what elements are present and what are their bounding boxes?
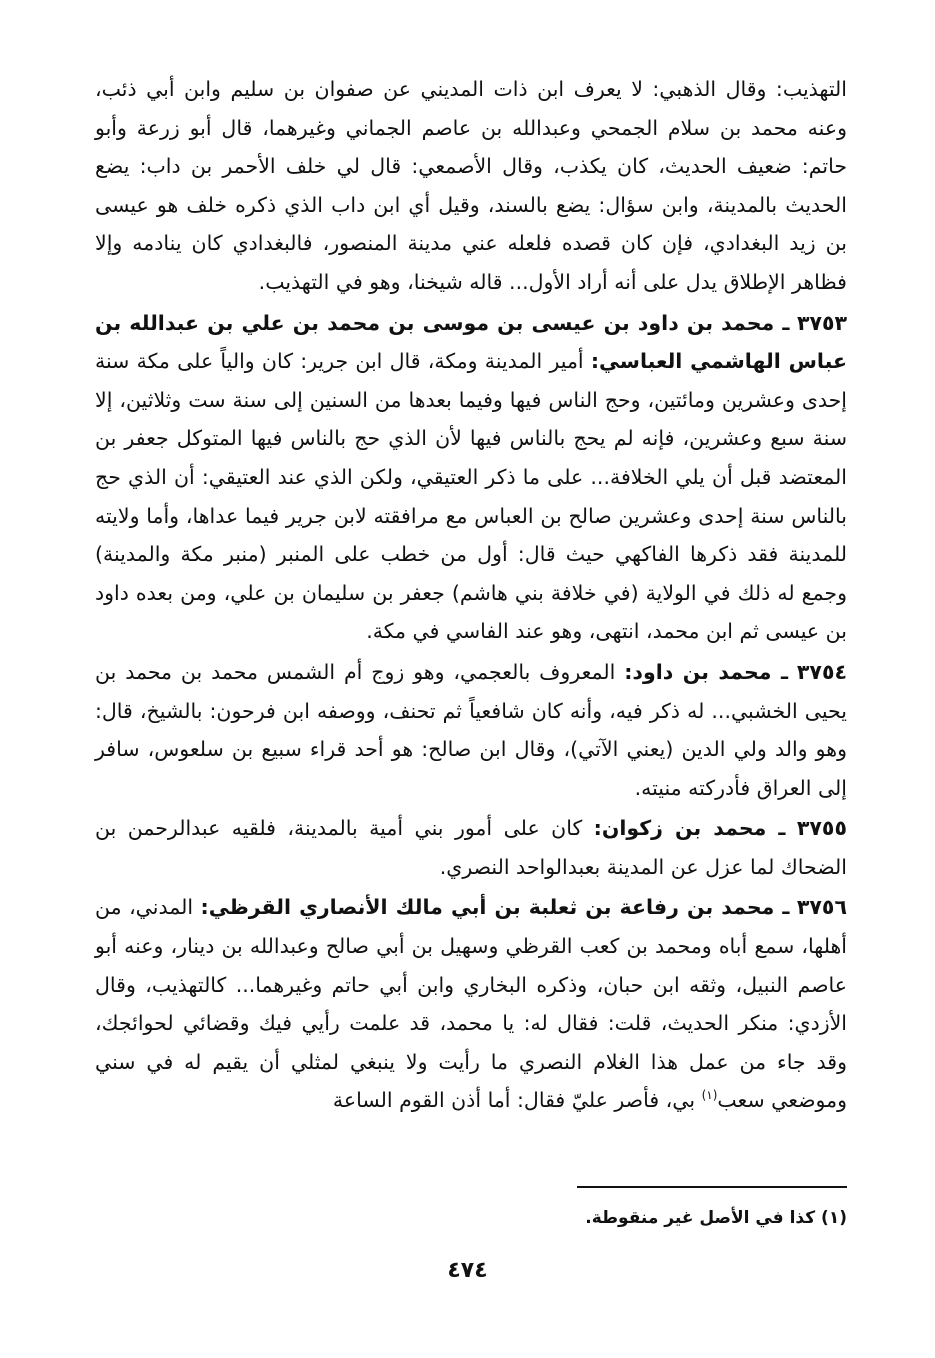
entry-name: ـ محمد بن داود: bbox=[624, 659, 789, 684]
footnote: (١) كذا في الأصل غير منقوطة. bbox=[585, 1208, 847, 1228]
intro-paragraph bbox=[95, 70, 847, 302]
entry-number: ٣٧٥٦ bbox=[796, 895, 847, 920]
intro-text: التهذيب: وقال الذهبي: لا يعرف ابن ذات المديني عن صفوان بن سليم وابن أبي ذئب، وعنه محمد بن سلام الجمحي وعبدالله بن عاصم الجماني وغيرهما، قال أبو زرعة وأبو حاتم: ضعيف الحديث، كان يكذب، وقال الأصمعي: قال لي خلف الأحمر بن داب: يضع الحديث بالمدينة، وابن سؤال: يضع بالسند، وقيل أي ابن داب الذي ذكره خلف هو عيسى بن زيد البغدادي، فإن كان قصده فلعله عني مدينة المنصور، فالبغدادي كان ينادمه وإلا فظاهر الإطلاق يدل على أنه أراد الأول... قاله شيخنا، وهو في التهذيب. bbox=[95, 77, 847, 294]
entry-3754 bbox=[95, 653, 847, 807]
entry-number: ٣٧٥٤ bbox=[796, 659, 847, 684]
entry-name: ـ محمد بن داود بن عيسى بن موسى بن محمد بن علي بن عبدالله بن عباس الهاشمي العباسي: bbox=[95, 310, 847, 374]
footnote-divider bbox=[577, 1186, 847, 1188]
entry-text: كان على أمور بني أمية بالمدينة، فلقيه عبدالرحمن بن الضحاك لما عزل عن المدينة بعبدالواحد النصري. bbox=[95, 816, 847, 879]
entry-text: أمير المدينة ومكة، قال ابن جرير: كان والياً على مكة سنة إحدى وعشرين ومائتين، وحج الناس فيها وفيما بعدها من السنين إلى سنة ست وثلاثين، إلا سنة سبع وعشرين، فإنه لم يحج بالناس فيها لأن الذي حج بالناس فيها المتوكل جعفر بن المعتضد قبل أن يلي الخلافة... على ما ذكر العتيقي، ولكن الذي عند العتيقي: أن الذي حج بالناس سنة إحدى وعشرين صالح بن العباس مع مرافقته لابن جرير فيما عداها، وأما ولايته للمدينة فقد ذكرها الفاكهي حيث قال: أول من خطب على المنبر (منبر مكة والمدينة) وجمع له ذلك في الولاية (في خلافة بني هاشم) جعفر بن سليمان بن علي، ومن بعده داود بن عيسى ثم ابن محمد، انتهى، وهو عند الفاسي في مكة. bbox=[95, 349, 847, 644]
entry-3755 bbox=[95, 809, 847, 886]
entry-3753 bbox=[95, 304, 847, 651]
entry-text: المعروف بالعجمي، وهو زوج أم الشمس محمد بن محمد بن يحيى الخشبي... له ذكر فيه، وأنه كان شافعياً ثم تحنف، ووصفه ابن فرحون: بالشيخ، قال: وهو والد ولي الدين (يعني الآتي)، وقال ابن صالح: هو أحد قراء سبيع بن سلعوس، سافر إلى العراق فأدركته منيته. bbox=[95, 659, 847, 800]
footnote-ref: (١) bbox=[701, 1088, 718, 1103]
entry-name: ـ محمد بن زكوان: bbox=[593, 816, 786, 841]
page-number: ٤٧٤ bbox=[447, 1258, 488, 1283]
entry-number: ٣٧٥٣ bbox=[796, 310, 847, 335]
entry-text: المدني، من أهلها، سمع أباه ومحمد بن كعب القرظي وسهيل بن أبي صالح وعبدالله بن دينار، وعنه أبو عاصم النبيل، وثقه ابن حبان، وذكره البخاري وابن أبي حاتم وغيرهما... كالتهذيب، وقال الأزدي: منكر الحديث، قلت: فقال له: يا محمد، قد علمت رأيي فيك وقضائي لحوائجك، وقد جاء من عمل هذا الغلام النصري ما رأيت ولا ينبغي لمثلي أن يقيم له في سني وموضعي سعب bbox=[95, 895, 847, 1113]
entry-name: ـ محمد بن رفاعة بن ثعلبة بن أبي مالك الأنصاري القرظي: bbox=[200, 895, 790, 920]
entry-3756 bbox=[95, 888, 847, 1120]
page-body bbox=[95, 70, 847, 1122]
entry-text-continued: بي، فأصر عليّ فقال: أما أذن القوم الساعة bbox=[332, 1088, 702, 1113]
entry-number: ٣٧٥٥ bbox=[796, 816, 847, 841]
